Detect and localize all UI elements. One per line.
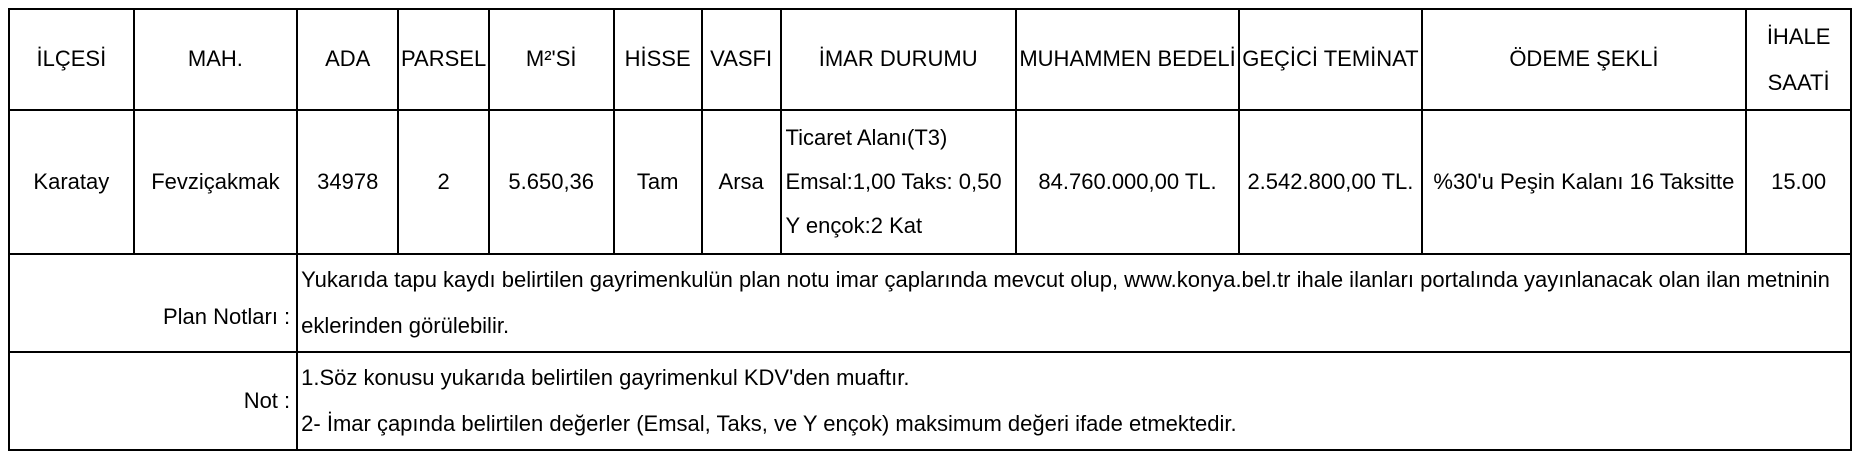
cell-imar-durumu xyxy=(781,110,1016,254)
header-hisse: HİSSE xyxy=(614,9,702,110)
cell-muhammen-bedeli: 84.760.000,00 TL. xyxy=(1016,110,1239,254)
table-row xyxy=(9,110,1851,254)
notes-label: Not : xyxy=(9,352,297,450)
header-parsel: PARSEL xyxy=(398,9,489,110)
cell-vasif: Arsa xyxy=(702,110,781,254)
cell-odeme-sekli: %30'u Peşin Kalanı 16 Taksitte xyxy=(1422,110,1747,254)
cell-parsel: 2 xyxy=(398,110,489,254)
cell-ihale-saati: 15.00 xyxy=(1746,110,1851,254)
cell-gecici-teminat: 2.542.800,00 TL. xyxy=(1239,110,1421,254)
header-muhammen-bedeli: MUHAMMEN BEDELİ xyxy=(1016,9,1239,110)
header-imar-durumu: İMAR DURUMU xyxy=(781,9,1016,110)
header-ihale-line2: SAATİ xyxy=(1767,69,1830,95)
cell-ada: 34978 xyxy=(297,110,398,254)
imar-line-3: Y ençok:2 Kat xyxy=(785,213,923,238)
header-m2: M²'Sİ xyxy=(489,9,614,110)
imar-line-1: Ticaret Alanı(T3) xyxy=(785,125,948,150)
plan-notes-line-2: eklerinden görülebilir. xyxy=(301,313,510,338)
notes-text xyxy=(297,352,1851,450)
header-ihale-saati xyxy=(1746,9,1851,110)
cell-mahalle: Fevziçakmak xyxy=(134,110,297,254)
cell-hisse: Tam xyxy=(614,110,702,254)
notes-row xyxy=(9,352,1851,450)
tender-table-container xyxy=(8,8,1852,451)
plan-notes-line-1: Yukarıda tapu kaydı belirtilen gayrimenkulün plan notu imar çaplarında mevcut olup, www.konya.bel.tr ihale ilanları portalında yayınlanacak olan ilan metninin xyxy=(301,267,1830,292)
header-ilcesi: İLÇESİ xyxy=(9,9,134,110)
notes-line-1: 1.Söz konusu yukarıda belirtilen gayrimenkul KDV'den muaftır. xyxy=(301,365,910,390)
plan-notes-label xyxy=(9,254,297,352)
header-row xyxy=(9,9,1851,110)
cell-ilce: Karatay xyxy=(9,110,134,254)
header-odeme-sekli: ÖDEME ŞEKLİ xyxy=(1422,9,1747,110)
plan-notes-text xyxy=(297,254,1851,352)
notes-line-2: 2- İmar çapında belirtilen değerler (Emsal, Taks, ve Y ençok) maksimum değeri ifade etmektedir. xyxy=(301,411,1237,436)
header-vasfi: VASFI xyxy=(702,9,781,110)
header-ada: ADA xyxy=(297,9,398,110)
tender-table xyxy=(8,8,1852,451)
plan-notes-label-text: Plan Notları : xyxy=(162,303,291,329)
cell-m2: 5.650,36 xyxy=(489,110,614,254)
header-gecici-teminat: GEÇİCİ TEMİNAT xyxy=(1239,9,1421,110)
plan-notes-row xyxy=(9,254,1851,352)
header-ihale-line1: İHALE xyxy=(1766,23,1831,49)
header-mahalle: MAH. xyxy=(134,9,297,110)
imar-line-2: Emsal:1,00 Taks: 0,50 xyxy=(785,169,1002,194)
